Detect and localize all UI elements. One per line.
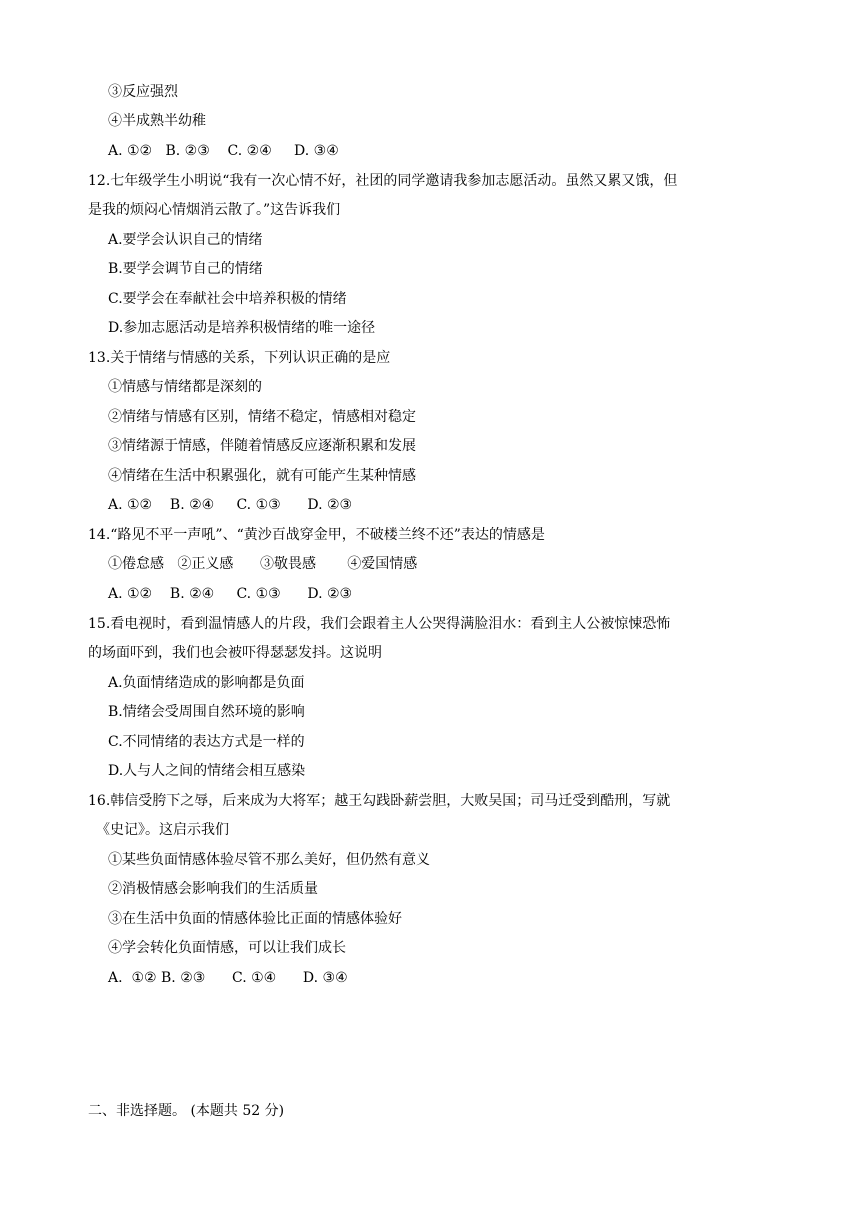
q16-answer-choices: A. ①② B. ②③ C. ①④ D. ③④ bbox=[108, 970, 348, 986]
q16-option-3: ③在生活中负面的情感体验比正面的情感体验好 bbox=[108, 911, 402, 927]
q11-option-3: ③反应强烈 bbox=[108, 84, 178, 100]
q16-stem-line2: 《史记》。这启示我们 bbox=[96, 822, 229, 838]
q13-option-2: ②情绪与情感有区别，情绪不稳定，情感相对稳定 bbox=[108, 409, 416, 425]
q12-option-d: D.参加志愿活动是培养积极情绪的唯一途径 bbox=[108, 320, 376, 336]
q13-stem: 13.关于情绪与情感的关系，下列认识正确的是应 bbox=[88, 350, 391, 366]
q13-answer-choices: A. ①② B. ②④ C. ①③ D. ②③ bbox=[108, 497, 353, 513]
q15-option-d: D.人与人之间的情绪会相互感染 bbox=[108, 763, 306, 779]
q11-option-4: ④半成熟半幼稚 bbox=[108, 113, 206, 129]
q12-stem-line2: 是我的烦闷心情烟消云散了。”这告诉我们 bbox=[88, 202, 341, 218]
q13-option-3: ③情绪源于情感，伴随着情感反应逐渐积累和发展 bbox=[108, 438, 416, 454]
q15-stem-line2: 的场面吓到，我们也会被吓得瑟瑟发抖。这说明 bbox=[88, 645, 382, 661]
q16-option-2: ②消极情感会影响我们的生活质量 bbox=[108, 881, 318, 897]
q16-stem-line1: 16.韩信受胯下之辱，后来成为大将军；越王勾践卧薪尝胆，大败吴国；司马迁受到酷刑，写就 bbox=[88, 793, 671, 809]
section-2-title: 二、非选择题。 (本题共 52 分) bbox=[88, 1103, 285, 1119]
q12-option-b: B.要学会调节自己的情绪 bbox=[108, 261, 263, 277]
q16-option-1: ①某些负面情感体验尽管不那么美好，但仍然有意义 bbox=[108, 852, 430, 868]
q15-stem-line1: 15.看电视时，看到温情感人的片段，我们会跟着主人公哭得满脸泪水：看到主人公被惊悚恐怖 bbox=[88, 616, 671, 632]
q14-answer-choices: A. ①② B. ②④ C. ①③ D. ②③ bbox=[108, 586, 353, 602]
q12-option-a: A.要学会认识自己的情绪 bbox=[108, 232, 263, 248]
q15-option-a: A.负面情绪造成的影响都是负面 bbox=[108, 675, 305, 691]
q14-stem: 14.“路见不平一声吼”、“黄沙百战穿金甲，不破楼兰终不还”表达的情感是 bbox=[88, 527, 545, 543]
q15-option-c: C.不同情绪的表达方式是一样的 bbox=[108, 734, 305, 750]
q13-option-4: ④情绪在生活中积累强化，就有可能产生某种情感 bbox=[108, 468, 416, 484]
q11-answer-choices: A. ①② B. ②③ C. ②④ D. ③④ bbox=[108, 143, 339, 159]
q12-stem-line1: 12.七年级学生小明说“我有一次心情不好，社团的同学邀请我参加志愿活动。虽然又累又饿，但 bbox=[88, 173, 678, 189]
q13-option-1: ①情感与情绪都是深刻的 bbox=[108, 379, 262, 395]
q12-option-c: C.要学会在奉献社会中培养积极的情绪 bbox=[108, 291, 347, 307]
q15-option-b: B.情绪会受周围自然环境的影响 bbox=[108, 704, 305, 720]
q14-options: ①倦怠感 ②正义感 ③敬畏感 ④爱国情感 bbox=[108, 556, 418, 572]
q16-option-4: ④学会转化负面情感，可以让我们成长 bbox=[108, 940, 346, 956]
